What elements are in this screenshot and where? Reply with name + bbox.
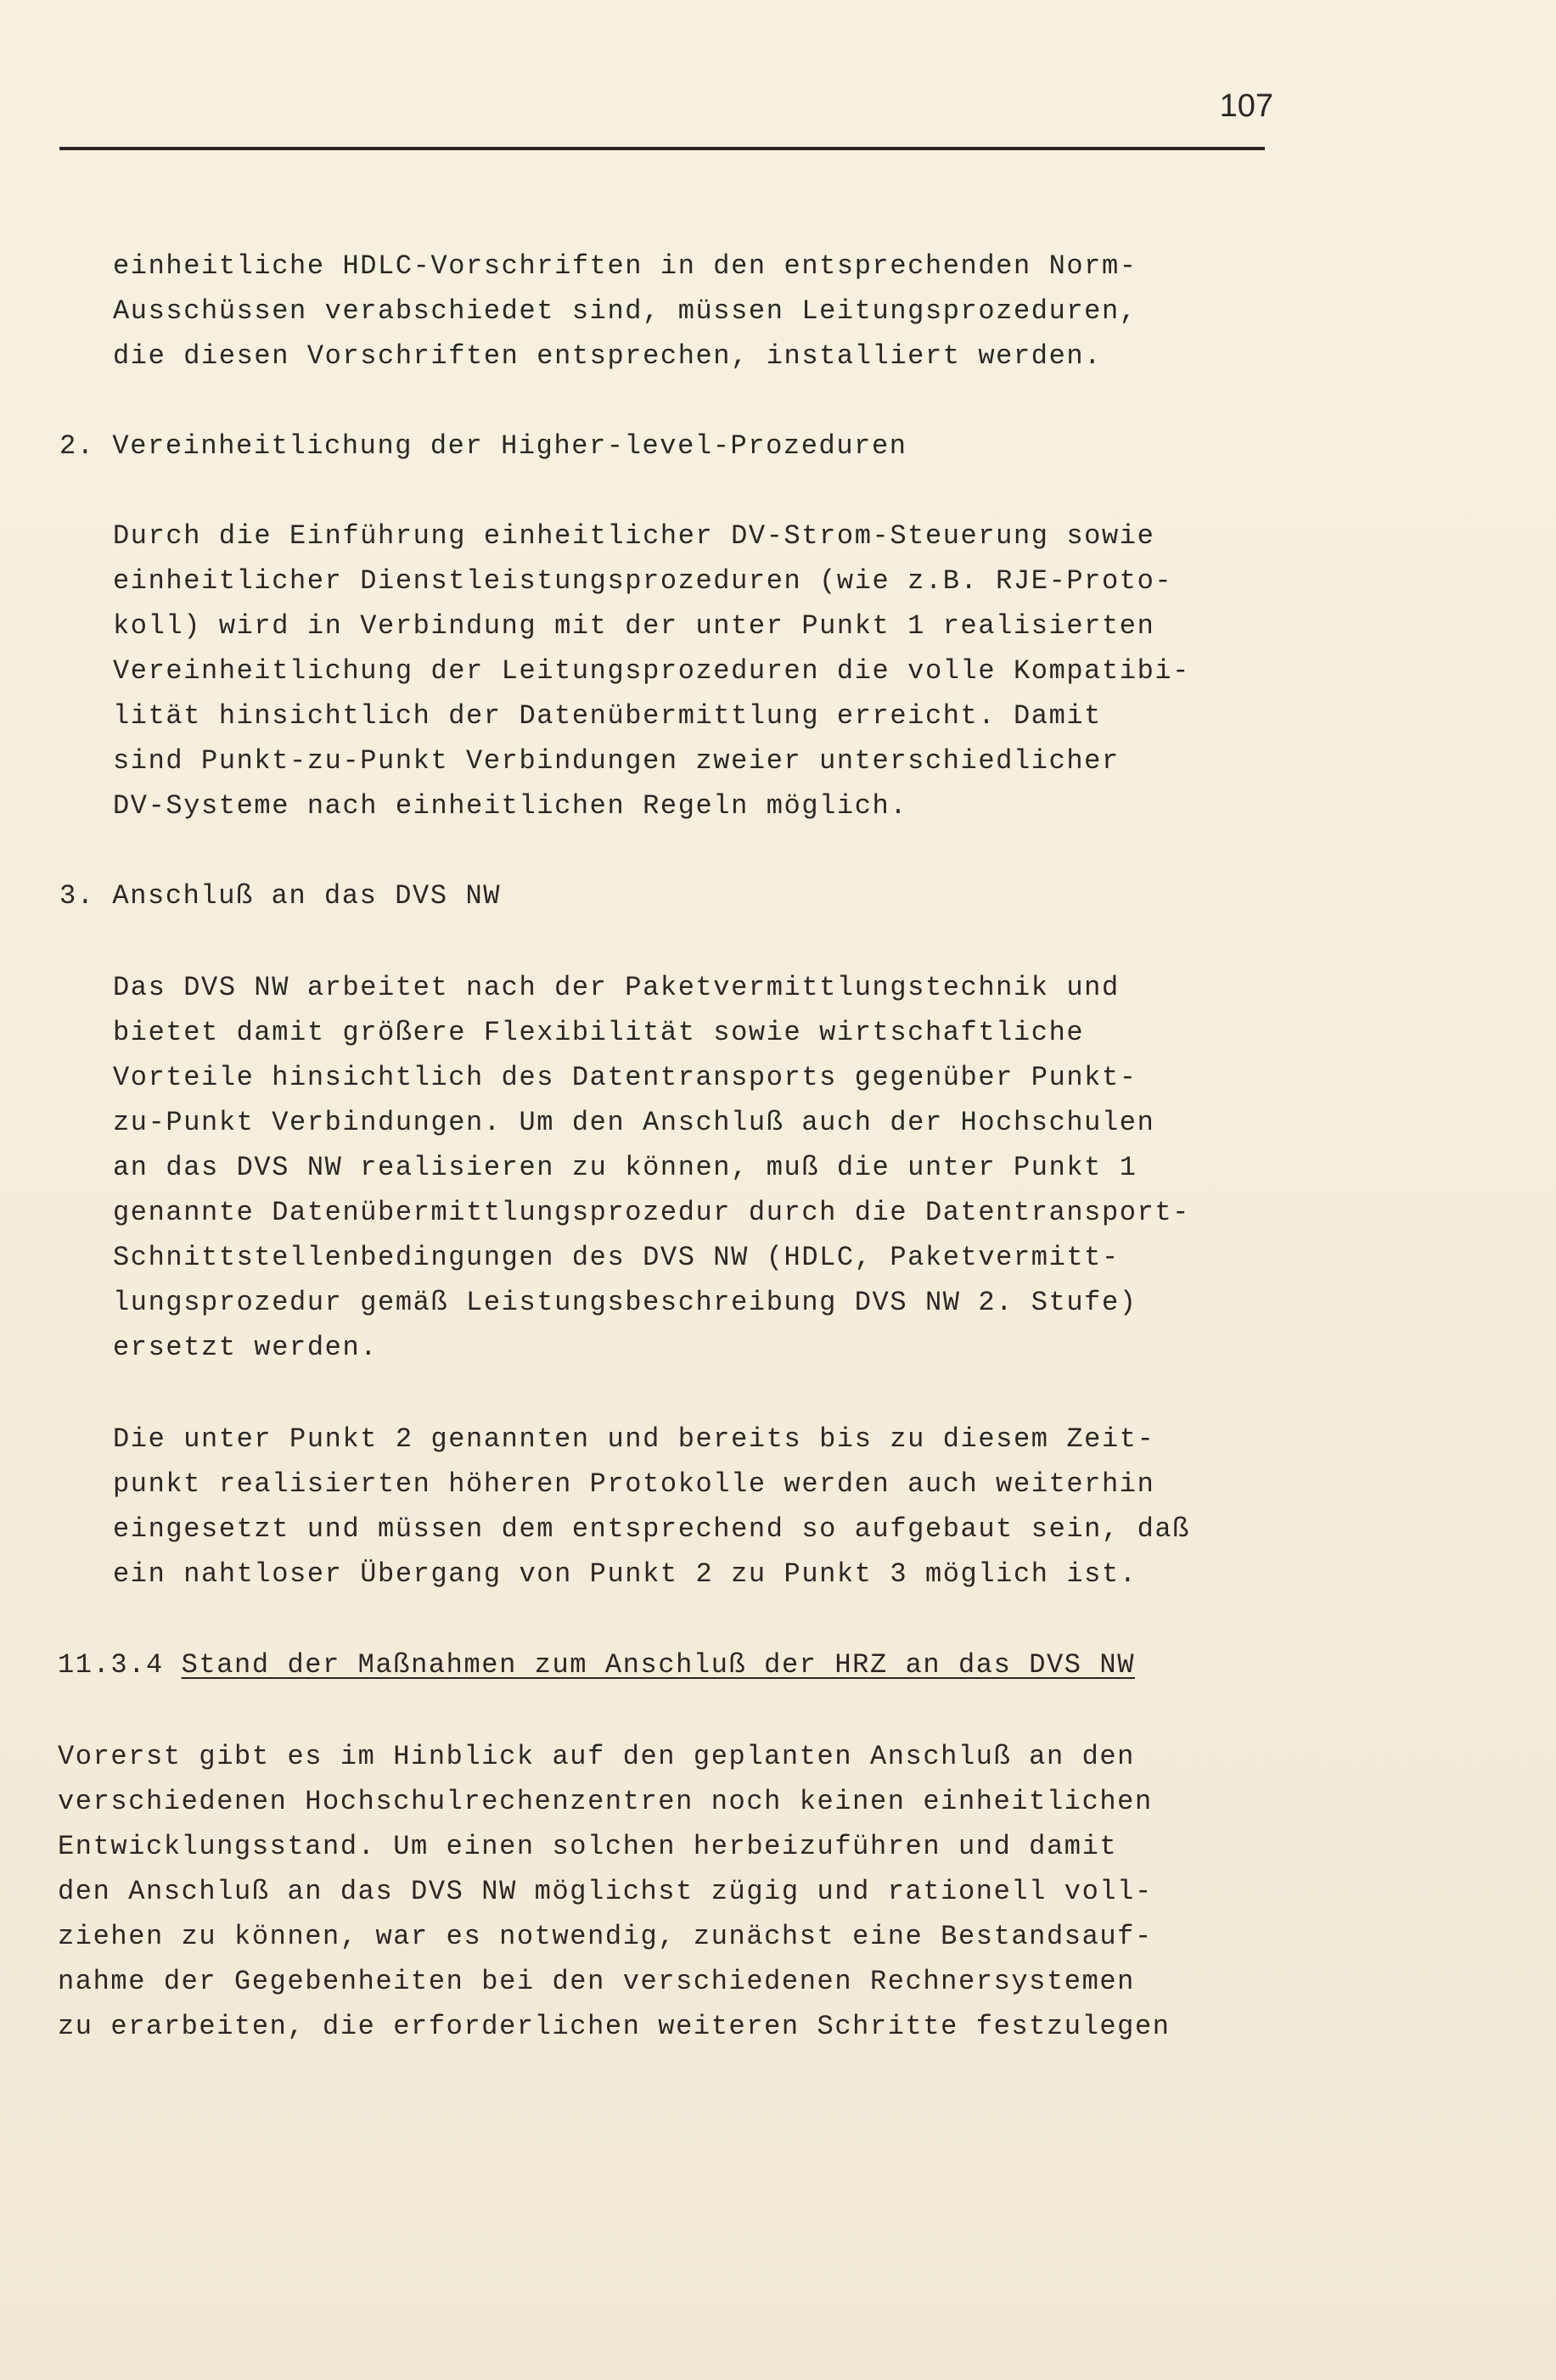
text-line: Das DVS NW arbeitet nach der Paketvermittlungstechnik und <box>113 972 1120 1003</box>
text-line: zu-Punkt Verbindungen. Um den Anschluß auch der Hochschulen <box>113 1107 1155 1138</box>
text-line: ersetzt werden. <box>113 1332 379 1363</box>
text-line: Schnittstellenbedingungen des DVS NW (HDLC, Paketvermitt- <box>113 1242 1120 1273</box>
text-line: verschiedenen Hochschulrechenzentren noch keinen einheitlichen <box>58 1786 1153 1817</box>
text-line: genannte Datenübermittlungsprozedur durch die Datentransport- <box>113 1197 1190 1228</box>
text-line: zu erarbeiten, die erforderlichen weiteren Schritte festzulegen <box>58 2011 1171 2042</box>
text-line: Vereinheitlichung der Leitungsprozeduren die volle Kompatibi- <box>113 655 1190 687</box>
text-line: Die unter Punkt 2 genannten und bereits bis zu diesem Zeit- <box>113 1423 1155 1455</box>
text-line: sind Punkt-zu-Punkt Verbindungen zweier unterschiedlicher <box>113 745 1120 777</box>
text-line: bietet damit größere Flexibilität sowie wirtschaftliche <box>113 1017 1085 1048</box>
text-line: nahme der Gegebenheiten bei den verschiedenen Rechnersystemen <box>58 1966 1135 1997</box>
text-line: einheitlicher Dienstleistungsprozeduren (wie z.B. RJE-Proto- <box>113 565 1173 597</box>
text-line: ziehen zu können, war es notwendig, zunächst eine Bestandsauf- <box>58 1921 1153 1952</box>
text-line: an das DVS NW realisieren zu können, muß die unter Punkt 1 <box>113 1152 1138 1183</box>
text-line: Ausschüssen verabschiedet sind, müssen Leitungsprozeduren, <box>113 295 1138 327</box>
text-line: eingesetzt und müssen dem entsprechend so aufgebaut sein, daß <box>113 1513 1190 1545</box>
text-line: ein nahtloser Übergang von Punkt 2 zu Punkt 3 möglich ist. <box>113 1558 1138 1590</box>
text-line: Vorerst gibt es im Hinblick auf den geplanten Anschluß an den <box>58 1741 1135 1772</box>
text-line: Entwicklungsstand. Um einen solchen herbeizuführen und damit <box>58 1831 1118 1862</box>
text-line: die diesen Vorschriften entsprechen, installiert werden. <box>113 340 1102 372</box>
section-title: Stand der Maßnahmen zum Anschluß der HRZ an das DVS NW <box>181 1649 1136 1681</box>
text-line: einheitliche HDLC-Vorschriften in den entsprechenden Norm- <box>113 250 1138 282</box>
list-item-heading: 3. Anschluß an das DVS NW <box>59 880 502 912</box>
text-line: Durch die Einführung einheitlicher DV-Strom-Steuerung sowie <box>113 520 1155 552</box>
text-line: koll) wird in Verbindung mit der unter Punkt 1 realisierten <box>113 610 1155 642</box>
text-line: Vorteile hinsichtlich des Datentransports gegenüber Punkt- <box>113 1062 1138 1093</box>
section-heading <box>58 1648 1135 1682</box>
section-number: 11.3.4 <box>58 1649 164 1681</box>
list-item-heading: 2. Vereinheitlichung der Higher-level-Prozeduren <box>59 430 907 462</box>
header-rule <box>59 147 1265 150</box>
text-line: punkt realisierten höheren Protokolle werden auch weiterhin <box>113 1468 1155 1500</box>
text-line: den Anschluß an das DVS NW möglichst zügig und rationell voll- <box>58 1876 1153 1907</box>
text-line: lität hinsichtlich der Datenübermittlung erreicht. Damit <box>113 700 1102 732</box>
text-line: DV-Systeme nach einheitlichen Regeln möglich. <box>113 790 908 822</box>
text-line: lungsprozedur gemäß Leistungsbeschreibung DVS NW 2. Stufe) <box>113 1287 1138 1318</box>
page-number: 107 <box>1219 88 1273 124</box>
